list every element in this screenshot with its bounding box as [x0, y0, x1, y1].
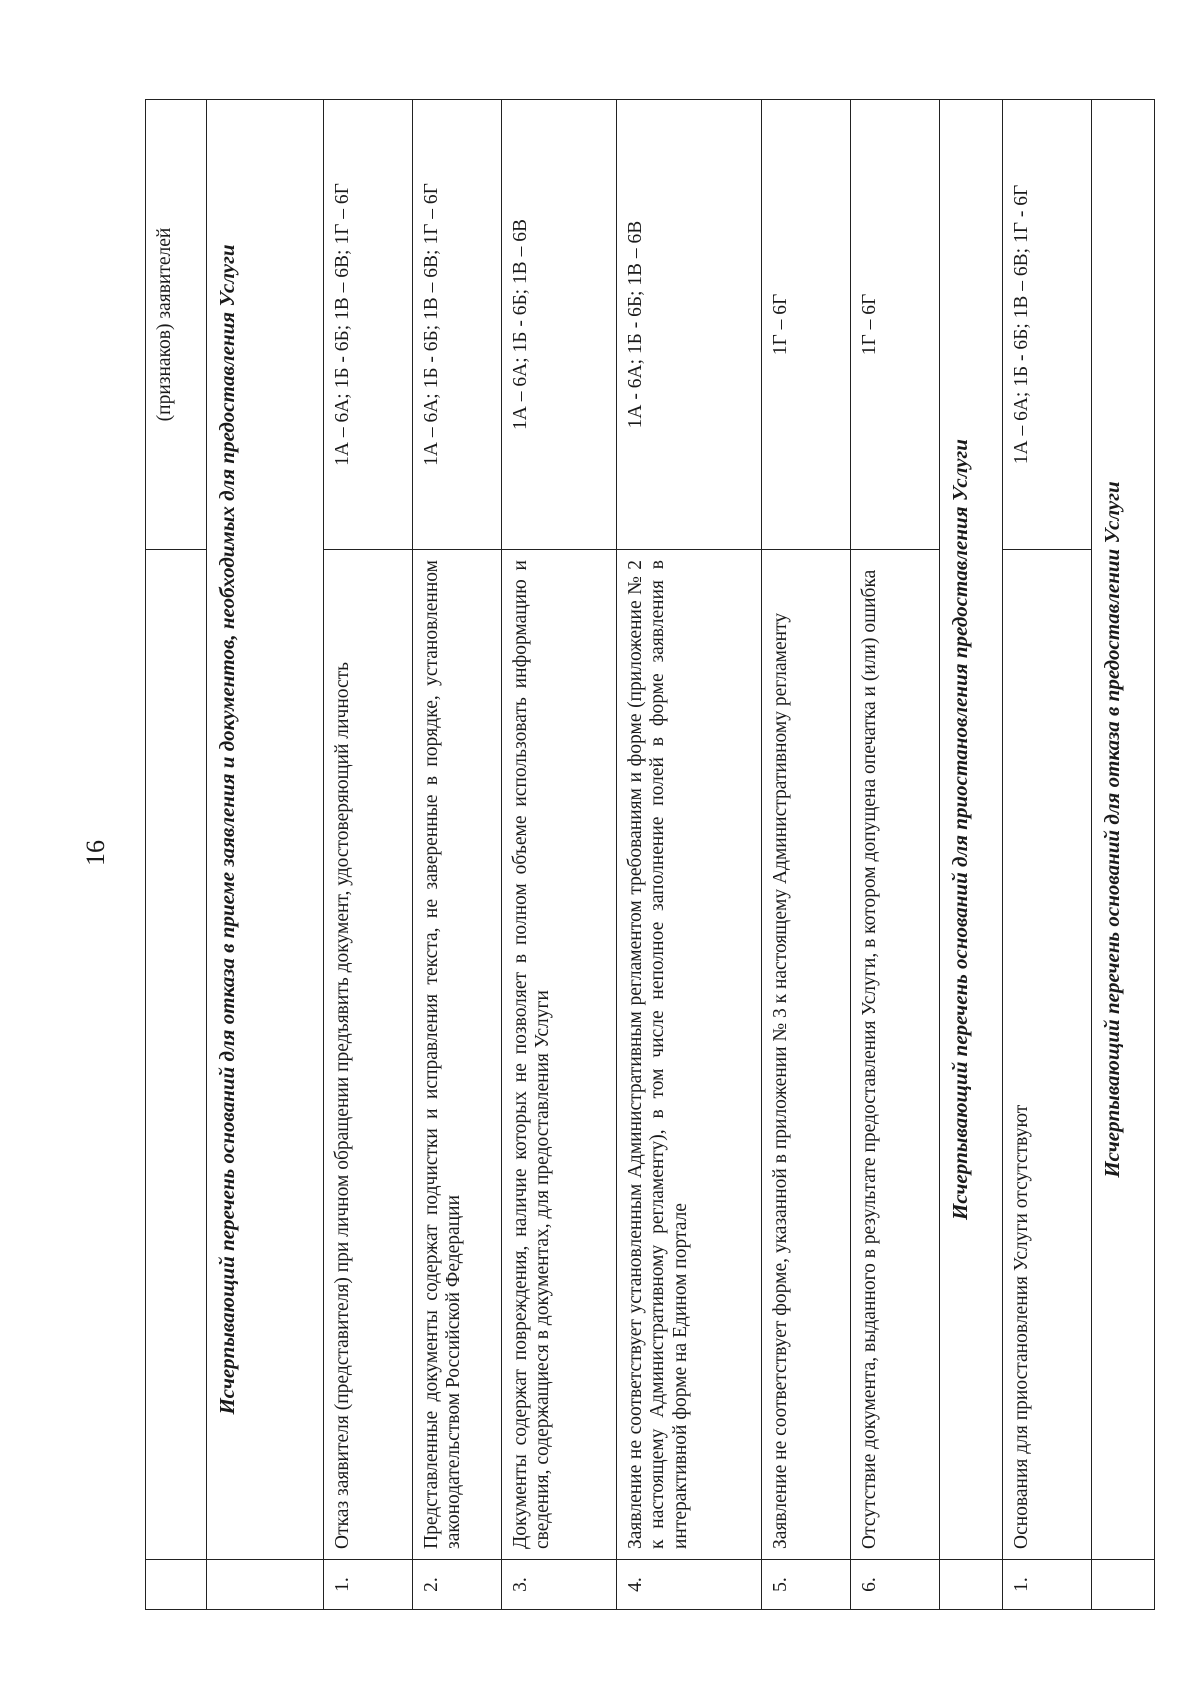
table-row	[617, 100, 762, 1610]
row-number: 4.	[617, 1560, 762, 1610]
row-text: Отсутствие документа, выданного в результате предоставления Услуги, в котором допущена опечатка и (или) ошибка	[851, 550, 940, 1560]
table-header-row	[146, 100, 207, 1610]
row-codes: 1Г – 6Г	[762, 100, 851, 550]
section-number-cell	[940, 1560, 1003, 1610]
row-number: 3.	[502, 1560, 617, 1610]
grounds-table	[145, 99, 1155, 1610]
row-codes: 1А – 6А; 1Б - 6Б; 1В – 6В	[502, 100, 617, 550]
header-cell-codes: (признаков) заявителей	[146, 100, 207, 550]
row-number: 2.	[413, 1560, 502, 1610]
header-cell-number	[146, 1560, 207, 1610]
row-number: 1.	[1003, 1560, 1092, 1610]
page-number: 16	[81, 840, 110, 866]
row-text: Представленные документы содержат подчистки и исправления текста, не заверенные в порядке, установленном законодательством Российской Федерации	[413, 550, 502, 1560]
section-row	[207, 100, 324, 1610]
row-text: Заявление не соответствует установленным Административным регламентом требованиям и форме (приложение № 2 к настоящему Административному регламенту), в том числе неполное заполнение полей в форме заявления в интерактивной форме на Едином портале	[617, 550, 762, 1560]
row-codes: 1А – 6А; 1Б - 6Б; 1В – 6В; 1Г - 6Г	[1003, 100, 1092, 550]
section-row	[940, 100, 1003, 1610]
row-number: 6.	[851, 1560, 940, 1610]
table-row	[502, 100, 617, 1610]
row-codes: 1А – 6А; 1Б - 6Б; 1В – 6В; 1Г – 6Г	[324, 100, 413, 550]
table-row	[1003, 100, 1092, 1610]
row-codes: 1А – 6А; 1Б - 6Б; 1В – 6В; 1Г – 6Г	[413, 100, 502, 550]
row-codes: 1А - 6А; 1Б - 6Б; 1В – 6В	[617, 100, 762, 550]
row-text: Отказ заявителя (представителя) при личном обращении предъявить документ, удостоверяющий личность	[324, 550, 413, 1560]
section-title-refusal-accept: Исчерпывающий перечень оснований для отказа в приеме заявления и документов, необходимых для предоставления Услуги	[207, 100, 324, 1560]
section-title-refusal-provide: Исчерпывающий перечень оснований для отказа в предоставлении Услуги	[1092, 100, 1155, 1560]
header-cell-text	[146, 550, 207, 1560]
section-title-suspension: Исчерпывающий перечень оснований для приостановления предоставления Услуги	[940, 100, 1003, 1560]
row-number: 1.	[324, 1560, 413, 1610]
row-text: Документы содержат повреждения, наличие которых не позволяет в полном объеме использовать информацию и сведения, содержащиеся в документах, для предоставления Услуги	[502, 550, 617, 1560]
row-text: Заявление не соответствует форме, указанной в приложении № 3 к настоящему Административному регламенту	[762, 550, 851, 1560]
table-row	[762, 100, 851, 1610]
section-row	[1092, 100, 1155, 1610]
row-text: Основания для приостановления Услуги отсутствуют	[1003, 550, 1092, 1560]
section-number-cell	[1092, 1560, 1155, 1610]
row-number: 5.	[762, 1560, 851, 1610]
table-row	[413, 100, 502, 1610]
table-row	[324, 100, 413, 1610]
table-row	[851, 100, 940, 1610]
row-codes: 1Г – 6Г	[851, 100, 940, 550]
document-page	[145, 100, 1124, 1610]
section-number-cell	[207, 1560, 324, 1610]
